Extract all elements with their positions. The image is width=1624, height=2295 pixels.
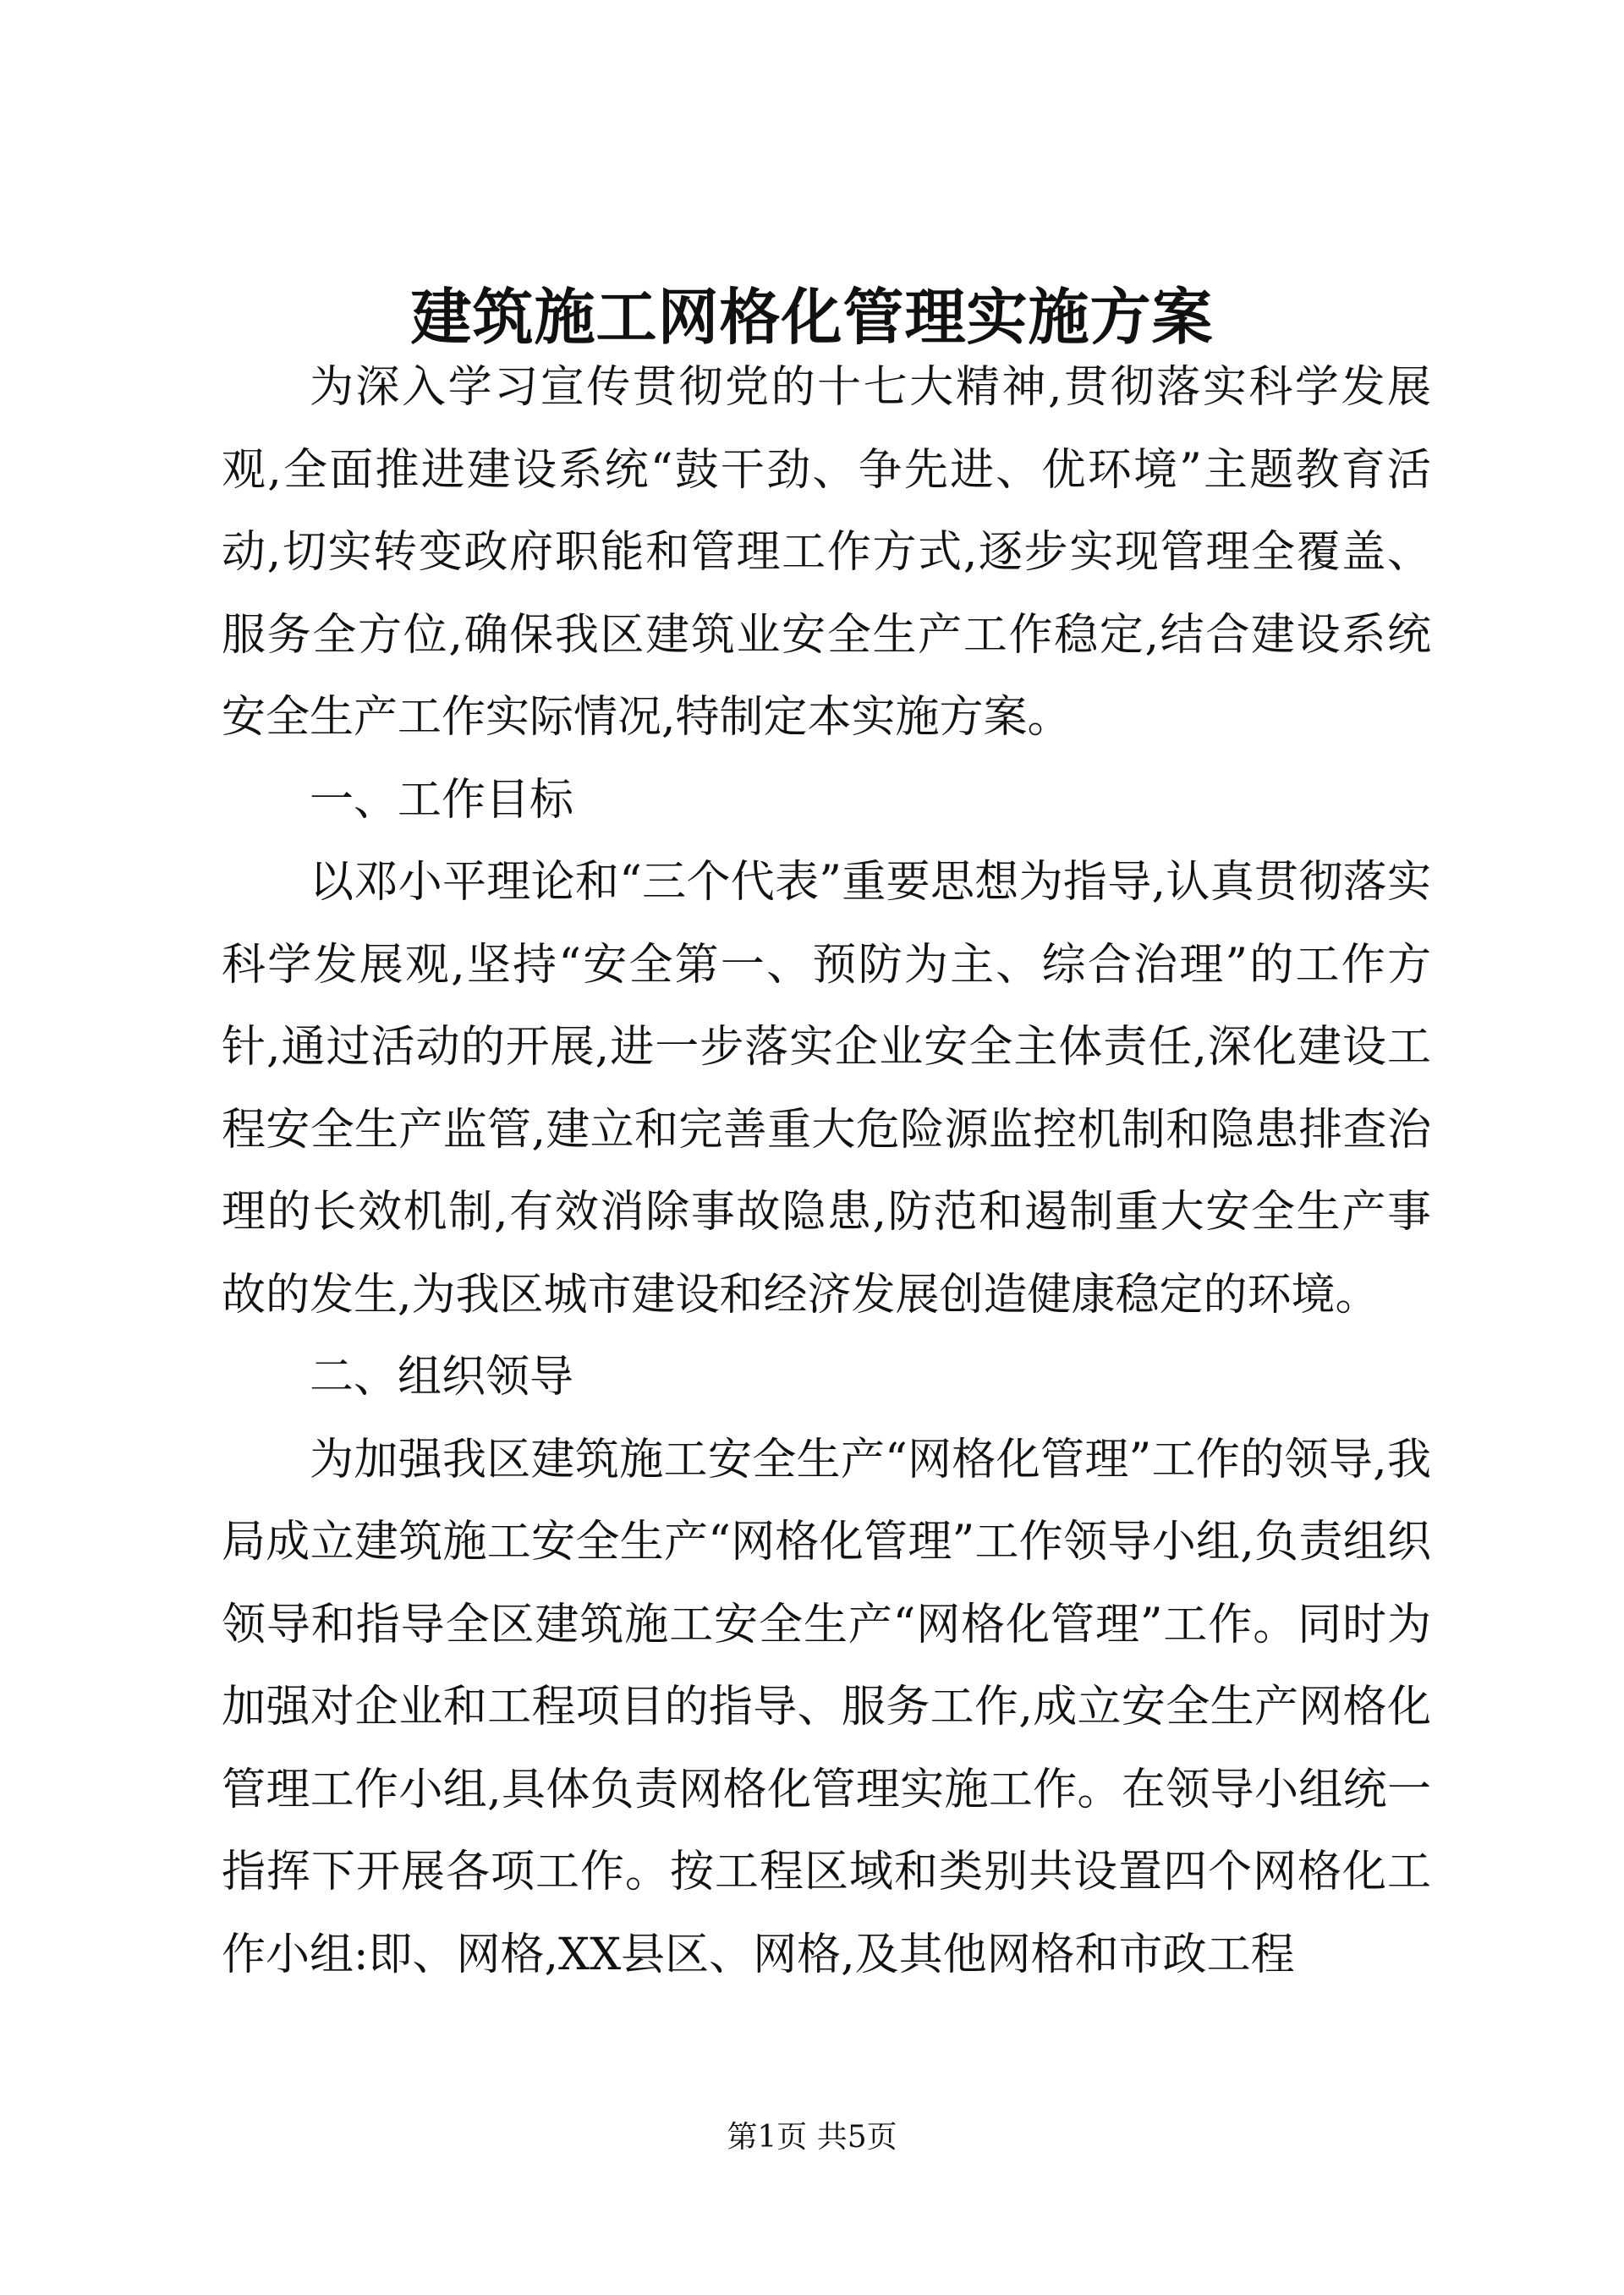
paragraph-work-goal: 以邓小平理论和“三个代表”重要思想为指导,认真贯彻落实科学发展观,坚持“安全第一、预防为主、综合治理”的工作方针,通过活动的开展,进一步落实企业安全主体责任,深化建设工程安全生产监管,建立和完善重大危险源监控机制和隐患排查治理的长效机制,有效消除事故隐患,防范和遏制重大安全生产事故的发生,为我区城市建设和经济发展创造健康稳定的环境。 <box>222 857 1431 1320</box>
paragraph-intro: 为深入学习宣传贯彻党的十七大精神,贯彻落实科学发展观,全面推进建设系统“鼓干劲、争先进、优环境”主题教育活动,切实转变政府职能和管理工作方式,逐步实现管理全覆盖、服务全方位,确保我区建筑业安全生产工作稳定,结合建设系统安全生产工作实际情况,特制定本实施方案。 <box>222 362 1431 743</box>
document-title: 建筑施工网格化管理实施方案 <box>410 281 1214 353</box>
document-body <box>222 347 1431 1996</box>
paragraph-leadership: 为加强我区建筑施工安全生产“网格化管理”工作的领导,我局成立建筑施工安全生产“网格化管理”工作领导小组,负责组织领导和指导全区建筑施工安全生产“网格化管理”工作。同时为加强对企业和工程项目的指导、服务工作,成立安全生产网格化管理工作小组,具体负责网格化管理实施工作。在领导小组统一指挥下开展各项工作。按工程区域和类别共设置四个网格化工作小组:即、网格,XX县区、网格,及其他网格和市政工程 <box>222 1434 1431 1980</box>
section-heading-leadership: 二、组织领导 <box>310 1352 574 1403</box>
page-footer: 第1页 共5页 <box>727 2120 897 2155</box>
section-heading-work-goal: 一、工作目标 <box>310 774 574 826</box>
